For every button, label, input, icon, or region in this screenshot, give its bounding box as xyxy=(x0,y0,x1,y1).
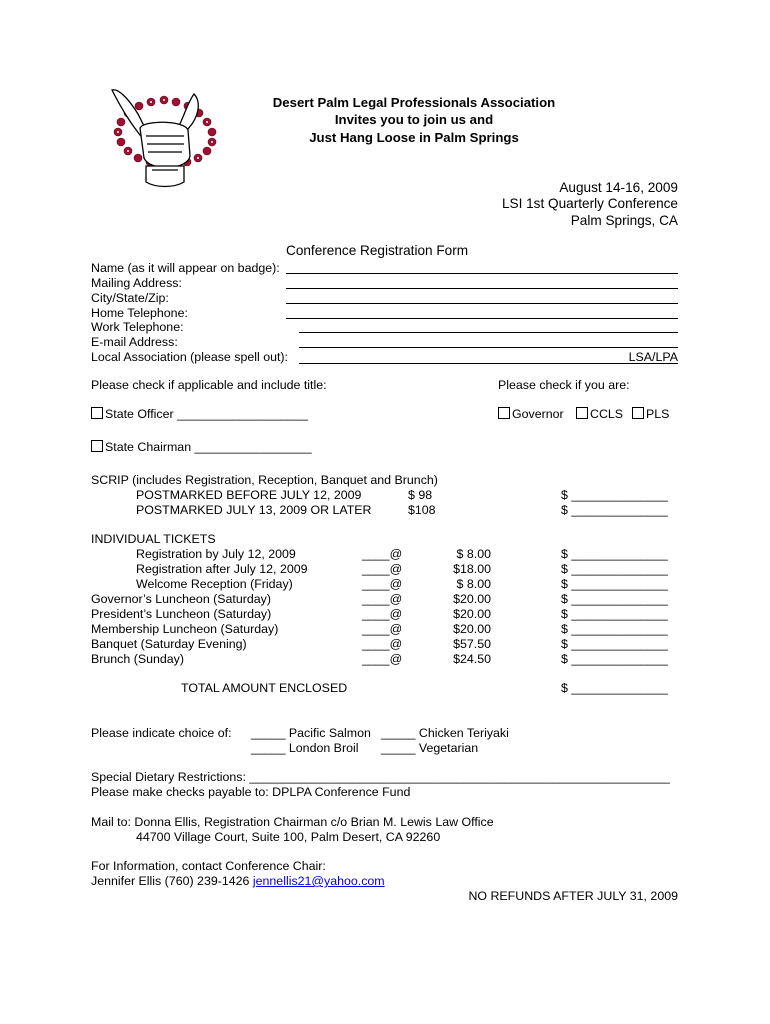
scrip-before-total[interactable]: $ ______________ xyxy=(561,488,668,502)
tickets-heading: INDIVIDUAL TICKETS xyxy=(91,532,216,546)
dietary-restrictions-field[interactable]: Special Dietary Restrictions: _____________________________________________________________ xyxy=(91,770,670,784)
scrip-heading: SCRIP (includes Registration, Reception, Banquet and Brunch) xyxy=(91,473,438,487)
scrip-before-price: $ 98 xyxy=(408,488,433,502)
city-state-zip-field[interactable] xyxy=(286,291,678,304)
mail-to-line: Mail to: Donna Ellis, Registration Chairman c/o Brian M. Lewis Law Office xyxy=(91,815,494,829)
governor-checkbox[interactable] xyxy=(498,407,510,419)
governor-label: Governor xyxy=(512,407,564,421)
ticket-quantity[interactable]: ____@ xyxy=(362,592,403,606)
scrip-after-price: $108 xyxy=(408,503,436,517)
scrip-before-label: POSTMARKED BEFORE JULY 12, 2009 xyxy=(136,488,362,502)
meal-option-chicken-teriyaki[interactable]: _____ Chicken Teriyaki xyxy=(381,726,509,740)
contact-line xyxy=(91,874,385,889)
meal-option-london-broil[interactable]: _____ London Broil xyxy=(251,741,359,755)
mailing-address-field[interactable] xyxy=(286,276,678,289)
payable-to-text: Please make checks payable to: DPLPA Conference Fund xyxy=(91,785,411,799)
mailing-address-label: Mailing Address: xyxy=(91,276,182,290)
local-association-field[interactable]: LSA/LPA xyxy=(299,350,678,364)
ticket-total[interactable]: $ ______________ xyxy=(561,592,668,606)
name-field[interactable] xyxy=(286,261,678,274)
form-title: Conference Registration Form xyxy=(286,243,469,258)
ticket-label: Brunch (Sunday) xyxy=(91,652,184,666)
tagline: Just Hang Loose in Palm Springs xyxy=(309,130,519,145)
state-officer-checkbox[interactable] xyxy=(91,407,103,419)
scrip-after-label: POSTMARKED JULY 13, 2009 OR LATER xyxy=(136,503,372,517)
state-officer-option[interactable] xyxy=(91,407,308,422)
work-telephone-field[interactable] xyxy=(299,320,678,333)
association-title: Desert Palm Legal Professionals Association xyxy=(272,95,556,110)
email-field[interactable] xyxy=(299,335,678,348)
event-location: Palm Springs, CA xyxy=(570,213,678,228)
no-refunds-notice: NO REFUNDS AFTER JULY 31, 2009 xyxy=(468,889,678,903)
ticket-quantity[interactable]: ____@ xyxy=(362,577,403,591)
name-label: Name (as it will appear on badge): xyxy=(91,261,280,275)
ticket-price: $18.00 xyxy=(453,562,491,576)
ccls-label: CCLS xyxy=(590,407,624,421)
contact-name-phone: Jennifer Ellis (760) 239-1426 xyxy=(91,874,250,888)
ticket-total[interactable]: $ ______________ xyxy=(561,637,668,651)
total-label: TOTAL AMOUNT ENCLOSED xyxy=(181,681,348,695)
governor-option[interactable] xyxy=(498,407,564,422)
ticket-total[interactable]: $ ______________ xyxy=(561,652,668,666)
ccls-checkbox[interactable] xyxy=(576,407,588,419)
pls-option[interactable] xyxy=(632,407,669,422)
ticket-label: Membership Luncheon (Saturday) xyxy=(91,622,279,636)
ticket-label: Welcome Reception (Friday) xyxy=(136,577,293,591)
ticket-price: $ 8.00 xyxy=(456,547,491,561)
state-chairman-option[interactable] xyxy=(91,440,312,455)
contact-email-link[interactable]: jennellis21@yahoo.com xyxy=(252,874,385,888)
state-chairman-checkbox[interactable] xyxy=(91,440,103,452)
ticket-quantity[interactable]: ____@ xyxy=(362,562,403,576)
mail-to-address: 44700 Village Court, Suite 100, Palm Desert, CA 92260 xyxy=(136,830,441,844)
ticket-label: Governor’s Luncheon (Saturday) xyxy=(91,592,271,606)
applicable-heading: Please check if applicable and include title: xyxy=(91,378,327,392)
local-association-label: Local Association (please spell out): xyxy=(91,350,288,364)
ticket-total[interactable]: $ ______________ xyxy=(561,577,668,591)
invite-line: Invites you to join us and xyxy=(334,112,494,127)
ticket-total[interactable]: $ ______________ xyxy=(561,607,668,621)
ticket-total[interactable]: $ ______________ xyxy=(561,622,668,636)
pls-checkbox[interactable] xyxy=(632,407,644,419)
event-dates: August 14-16, 2009 xyxy=(559,180,678,195)
event-name: LSI 1st Quarterly Conference xyxy=(501,196,678,211)
state-chairman-label: State Chairman _________________ xyxy=(105,440,312,454)
ticket-label: President’s Luncheon (Saturday) xyxy=(91,607,272,621)
ticket-price: $24.50 xyxy=(453,652,491,666)
meal-choice-label: Please indicate choice of: xyxy=(91,726,232,740)
ticket-label: Registration after July 12, 2009 xyxy=(136,562,308,576)
ticket-label: Banquet (Saturday Evening) xyxy=(91,637,247,651)
ticket-price: $57.50 xyxy=(453,637,491,651)
ticket-price: $20.00 xyxy=(453,592,491,606)
check-you-are-heading: Please check if you are: xyxy=(498,378,630,392)
ticket-quantity[interactable]: ____@ xyxy=(362,652,403,666)
ticket-label: Registration by July 12, 2009 xyxy=(136,547,296,561)
ticket-total[interactable]: $ ______________ xyxy=(561,562,668,576)
meal-option-pacific-salmon[interactable]: _____ Pacific Salmon xyxy=(251,726,371,740)
ticket-quantity[interactable]: ____@ xyxy=(362,622,403,636)
scrip-after-total[interactable]: $ ______________ xyxy=(561,503,668,517)
ticket-price: $ 8.00 xyxy=(456,577,491,591)
ticket-quantity[interactable]: ____@ xyxy=(362,607,403,621)
info-heading: For Information, contact Conference Chair: xyxy=(91,859,326,873)
ticket-quantity[interactable]: ____@ xyxy=(362,547,403,561)
ccls-option[interactable] xyxy=(576,407,623,422)
meal-option-vegetarian[interactable]: _____ Vegetarian xyxy=(381,741,479,755)
ticket-total[interactable]: $ ______________ xyxy=(561,547,668,561)
ticket-price: $20.00 xyxy=(453,622,491,636)
state-officer-label: State Officer ___________________ xyxy=(105,407,309,421)
city-state-zip-label: City/State/Zip: xyxy=(91,291,169,305)
total-amount-field[interactable]: $ ______________ xyxy=(561,681,668,695)
ticket-price: $20.00 xyxy=(453,607,491,621)
work-telephone-label: Work Telephone: xyxy=(91,320,184,334)
home-telephone-label: Home Telephone: xyxy=(91,306,188,320)
home-telephone-field[interactable] xyxy=(286,306,678,319)
pls-label: PLS xyxy=(646,407,670,421)
ticket-quantity[interactable]: ____@ xyxy=(362,637,403,651)
email-label: E-mail Address: xyxy=(91,335,178,349)
